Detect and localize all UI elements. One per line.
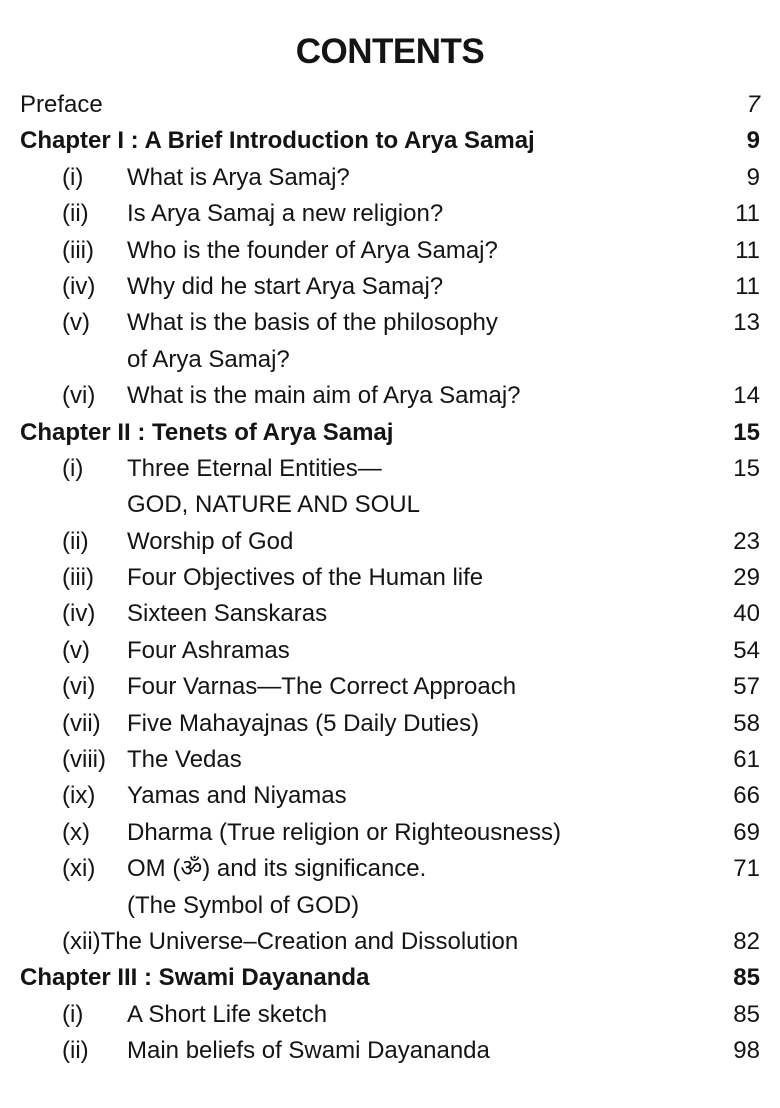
entry-page-number: 29 (733, 564, 760, 592)
entry-title: A Short Life sketch (127, 1000, 328, 1028)
entry-number: (ii) (62, 527, 89, 555)
entry-title: Is Arya Samaj a new religion? (127, 200, 444, 228)
toc-entry-row (0, 742, 780, 778)
toc-entry-continuation (0, 342, 780, 378)
entry-title: Preface (20, 91, 103, 118)
entry-page-number: 85 (733, 964, 760, 992)
entry-title: What is the main aim of Arya Samaj? (127, 382, 521, 410)
entry-title-continuation: (The Symbol of GOD) (127, 891, 360, 919)
entry-page-number: 13 (733, 309, 760, 337)
entry-page-number: 98 (733, 1037, 760, 1065)
entry-page-number: 57 (733, 673, 760, 701)
entry-title: Main beliefs of Swami Dayananda (127, 1037, 490, 1065)
page-title: CONTENTS (295, 32, 485, 71)
entry-page-number: 15 (733, 418, 760, 446)
entry-number: (ii) (62, 1037, 89, 1065)
toc-entry-row (0, 633, 780, 669)
entry-title: (xii)The Universe–Creation and Dissolution (62, 927, 519, 955)
entry-title: The Vedas (127, 746, 242, 774)
entry-title: What is the basis of the philosophy (127, 309, 498, 337)
entry-title: Three Eternal Entities— (127, 454, 382, 482)
toc-entry-row (0, 851, 780, 887)
entry-title: What is Arya Samaj? (127, 163, 350, 191)
entry-page-number: 61 (733, 746, 760, 774)
entry-number: (iii) (62, 236, 94, 264)
toc-entry-row (0, 669, 780, 705)
toc-entry-row (0, 924, 780, 960)
entry-number: (i) (62, 1000, 84, 1028)
entry-page-number: 11 (735, 272, 760, 300)
toc-entry-continuation (0, 487, 780, 523)
entry-page-number: 58 (733, 709, 760, 737)
entry-page-number: 14 (733, 382, 760, 410)
entry-page-number: 71 (733, 855, 760, 883)
entry-title: Yamas and Niyamas (127, 782, 347, 810)
toc-entry-row (0, 378, 780, 414)
entry-title: Four Ashramas (127, 636, 290, 664)
entry-page-number: 23 (733, 527, 760, 555)
entry-number: (iii) (62, 564, 94, 592)
entry-title: Chapter II : Tenets of Arya Samaj (20, 418, 394, 446)
entry-title: Why did he start Arya Samaj? (127, 272, 444, 300)
entry-number: (viii) (62, 746, 106, 774)
entry-page-number: 66 (733, 782, 760, 810)
entry-title: Four Varnas—The Correct Approach (127, 673, 517, 701)
toc-entry-row (0, 560, 780, 596)
entry-page-number: 9 (746, 127, 760, 155)
toc-entry-row (0, 451, 780, 487)
entry-title: Who is the founder of Arya Samaj? (127, 236, 498, 264)
entry-number: (i) (62, 454, 84, 482)
toc-entry-row (0, 778, 780, 814)
toc-entry-row (0, 305, 780, 341)
entry-number: (ii) (62, 200, 89, 228)
entry-number: (vi) (62, 382, 96, 410)
toc-chapter-row (0, 415, 780, 451)
entry-title: Chapter III : Swami Dayananda (20, 964, 370, 992)
toc-entry-row (0, 706, 780, 742)
entry-page-number: 11 (735, 200, 760, 228)
entry-title: Worship of God (127, 527, 294, 555)
toc-chapter-row (0, 123, 780, 159)
entry-title-continuation: GOD, NATURE AND SOUL (127, 491, 420, 519)
entry-title: Sixteen Sanskaras (127, 600, 328, 628)
entry-number: (vi) (62, 673, 96, 701)
entry-number: (iv) (62, 600, 96, 628)
entry-title-continuation: of Arya Samaj? (127, 345, 290, 373)
toc-entry-row (0, 997, 780, 1033)
entry-page-number: 85 (733, 1000, 760, 1028)
toc-entry-row (0, 233, 780, 269)
entry-title: OM (ॐ) and its significance. (127, 855, 427, 883)
entry-number: (i) (62, 163, 84, 191)
entry-page-number: 82 (733, 927, 760, 955)
toc-entry-row (0, 196, 780, 232)
entry-page-number: 69 (733, 818, 760, 846)
entry-page-number: 7 (746, 91, 760, 118)
entry-page-number: 15 (733, 454, 760, 482)
toc-entry-row (0, 87, 780, 123)
entry-number: (xi) (62, 855, 96, 883)
toc-chapter-row (0, 960, 780, 996)
entry-number: (x) (62, 818, 90, 846)
toc-entry-row (0, 815, 780, 851)
toc-entry-row (0, 596, 780, 632)
table-of-contents (0, 87, 780, 1070)
entry-page-number: 9 (746, 163, 760, 191)
toc-entry-row (0, 269, 780, 305)
entry-number: (iv) (62, 272, 96, 300)
entry-number: (v) (62, 636, 90, 664)
entry-number: (v) (62, 309, 90, 337)
entry-title: Five Mahayajnas (5 Daily Duties) (127, 709, 480, 737)
toc-entry-row (0, 160, 780, 196)
toc-entry-continuation (0, 888, 780, 924)
entry-page-number: 11 (735, 236, 760, 264)
entry-number: (vii) (62, 709, 101, 737)
entry-title: Four Objectives of the Human life (127, 564, 484, 592)
entry-page-number: 40 (733, 600, 760, 628)
toc-entry-row (0, 1033, 780, 1069)
entry-title: Chapter I : A Brief Introduction to Arya Samaj (20, 127, 535, 155)
entry-title: Dharma (True religion or Righteousness) (127, 818, 561, 846)
entry-page-number: 54 (733, 636, 760, 664)
entry-number: (ix) (62, 782, 96, 810)
toc-entry-row (0, 524, 780, 560)
